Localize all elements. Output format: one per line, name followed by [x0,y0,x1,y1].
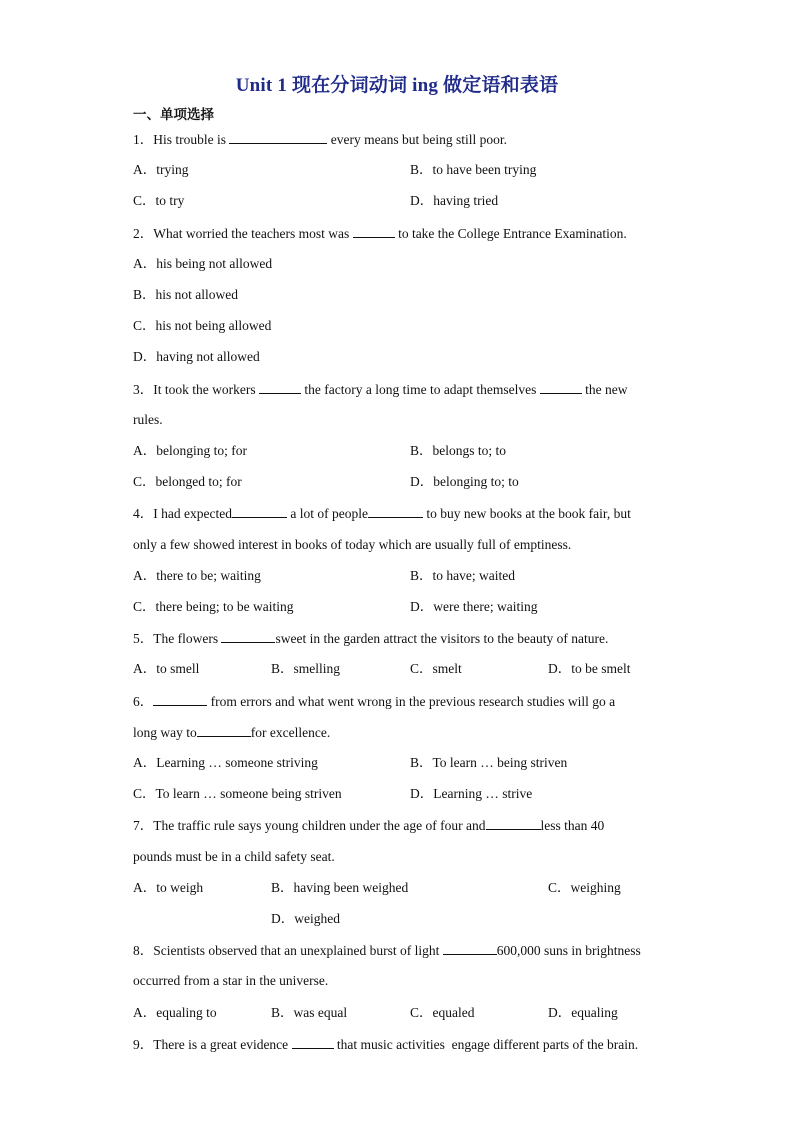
option-1a: A．trying [133,162,189,177]
question-7-continued: pounds must be in a child safety seat. [133,849,335,864]
answer-blank [221,629,275,643]
option-4a: A．there to be; waiting [133,568,261,583]
option-5b: B．smelling [271,661,341,676]
option-7a: A．to weigh [133,880,204,895]
option-4d: D．were there; waiting [410,599,538,614]
answer-blank [443,941,497,955]
answer-blank [368,504,423,518]
question-5: 5．The flowers sweet in the garden attract the visitors to the beauty of nature. [133,631,609,646]
option-2a: A．his being not allowed [133,256,273,271]
question-3: 3．It took the workers the factory a long time to adapt themselves the new [133,382,628,397]
question-1: 1．His trouble is every means but being still poor. [133,132,507,147]
option-5c: C．smelt [410,661,462,676]
question-8-continued: occurred from a star in the universe. [133,973,329,988]
option-4b: B．to have; waited [410,568,515,583]
answer-blank [229,130,327,144]
option-1c: C．to try [133,193,185,208]
option-3b: B．belongs to; to [410,443,507,458]
option-8a: A．equaling to [133,1005,217,1020]
question-9: 9．There is a great evidence that music activities engage different parts of the brain. [133,1037,639,1052]
option-3c: C．belonged to; for [133,474,242,489]
option-2b: B．his not allowed [133,287,238,302]
answer-blank [232,504,287,518]
question-7: 7．The traffic rule says young children under the age of four and less than 40 [133,818,605,833]
page-title: Unit 1 现在分词动词 ing 做定语和表语 [235,75,559,96]
option-8c: C．equaled [410,1005,475,1020]
answer-blank [292,1035,334,1049]
answer-blank [486,816,541,830]
question-8: 8．Scientists observed that an unexplained burst of light 600,000 suns in brightness [133,943,641,958]
option-6a: A．Learning … someone striving [133,755,318,770]
option-5d: D．to be smelt [548,661,631,676]
question-3-continued: rules. [133,412,163,427]
question-2: 2．What worried the teachers most was to take the College Entrance Examination. [133,226,627,241]
option-7c: C．weighing [548,880,621,895]
option-2c: C．his not being allowed [133,318,272,333]
option-7b: B．having been weighed [271,880,409,895]
question-6-continued: long way to for excellence. [133,725,331,740]
question-6: 6． from errors and what went wrong in the previous research studies will go a [133,694,616,709]
option-8b: B．was equal [271,1005,348,1020]
option-3a: A．belonging to; for [133,443,247,458]
section-heading: 一、单项选择 [133,107,214,123]
option-8d: D．equaling [548,1005,618,1020]
option-4c: C．there being; to be waiting [133,599,294,614]
option-5a: A．to smell [133,661,200,676]
answer-blank [259,380,301,394]
question-4-continued: only a few showed interest in books of today which are usually full of emptiness. [133,537,572,552]
option-3d: D．belonging to; to [410,474,519,489]
question-4: 4．I had expected a lot of people to buy new books at the book fair, but [133,506,631,521]
option-6d: D．Learning … strive [410,786,533,801]
option-6c: C．To learn … someone being striven [133,786,342,801]
option-6b: B．To learn … being striven [410,755,568,770]
option-1b: B．to have been trying [410,162,537,177]
answer-blank [540,380,582,394]
option-1d: D．having tried [410,193,499,208]
option-2d: D．having not allowed [133,349,260,364]
answer-blank [153,692,207,706]
answer-blank [353,224,395,238]
answer-blank [197,723,251,737]
option-7d: D．weighed [271,911,340,926]
